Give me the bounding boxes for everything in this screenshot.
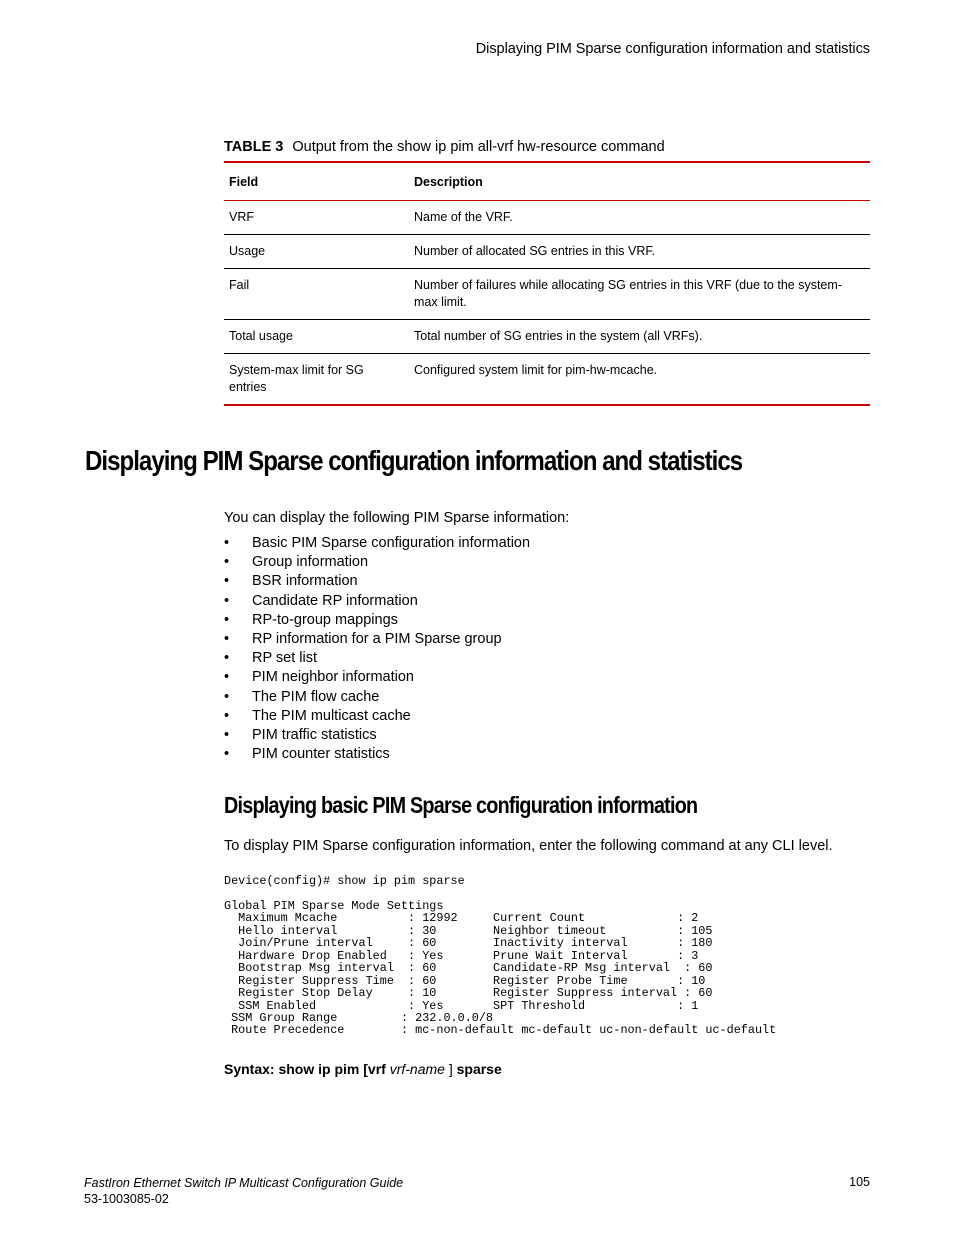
description-cell: Number of allocated SG entries in this VRF.: [409, 235, 870, 269]
field-description-table: [224, 161, 870, 406]
list-item: • Candidate RP information: [224, 592, 530, 611]
bullet-glyph: •: [224, 726, 230, 743]
bullet-glyph: •: [224, 592, 230, 609]
field-cell: Usage: [224, 235, 409, 269]
table-row: [224, 269, 870, 320]
description-cell: Name of the VRF.: [409, 201, 870, 235]
table-caption: [224, 139, 665, 155]
list-item: • PIM counter statistics: [224, 745, 530, 764]
table-row: [224, 201, 870, 235]
bullet-glyph: •: [224, 707, 230, 724]
instruction-paragraph: To display PIM Sparse configuration information, enter the following command at any CLI level.: [224, 838, 833, 854]
table-header-row: [224, 162, 870, 201]
bullet-glyph: •: [224, 554, 230, 571]
field-cell: VRF: [224, 201, 409, 235]
bullet-glyph: •: [224, 688, 230, 705]
footer-doc-info: [84, 1175, 403, 1207]
list-item: • BSR information: [224, 572, 530, 591]
table-caption-text: Output from the show ip pim all-vrf hw-resource command: [292, 139, 665, 155]
list-item: • RP-to-group mappings: [224, 611, 530, 630]
running-header: Displaying PIM Sparse configuration information and statistics: [475, 41, 870, 57]
list-item: • Group information: [224, 553, 530, 572]
subsection-heading: Displaying basic PIM Sparse configuration information: [224, 792, 698, 818]
list-item: • RP information for a PIM Sparse group: [224, 630, 530, 649]
bullet-glyph: •: [224, 535, 230, 551]
bullet-glyph: •: [224, 746, 230, 763]
description-cell: Total number of SG entries in the system (all VRFs).: [409, 320, 870, 354]
table-row: [224, 320, 870, 354]
description-cell: Number of failures while allocating SG entries in this VRF (due to the system-max limit.: [409, 269, 870, 320]
list-item: • The PIM flow cache: [224, 688, 530, 707]
footer-doc-title: FastIron Ethernet Switch IP Multicast Configuration Guide: [84, 1176, 404, 1190]
column-header-description: Description: [409, 162, 870, 201]
intro-paragraph: You can display the following PIM Sparse information:: [224, 510, 570, 526]
description-cell: Configured system limit for pim-hw-mcache.: [414, 363, 658, 377]
list-item: • Basic PIM Sparse configuration information: [224, 534, 530, 553]
list-item: • RP set list: [224, 649, 530, 668]
page-number: 105: [849, 1175, 870, 1189]
list-item: • PIM traffic statistics: [224, 726, 530, 745]
bullet-glyph: •: [224, 611, 230, 628]
command-syntax: Syntax: show ip pim [vrf vrf-name ] sparse: [224, 1061, 502, 1077]
section-heading: Displaying PIM Sparse configuration information and statistics: [85, 445, 743, 476]
bullet-glyph: •: [224, 573, 230, 590]
field-cell: Fail: [224, 269, 409, 320]
list-item: • The PIM multicast cache: [224, 707, 530, 726]
field-cell: System-max limit for SG entries: [229, 363, 364, 394]
info-bullet-list: [224, 534, 530, 764]
bullet-glyph: •: [224, 650, 230, 667]
bullet-glyph: •: [224, 669, 230, 686]
table-row: [224, 235, 870, 269]
list-item: • PIM neighbor information: [224, 668, 530, 687]
bullet-glyph: •: [224, 630, 230, 647]
footer-doc-number: 53-1003085-02: [84, 1192, 169, 1206]
field-cell: Total usage: [224, 320, 409, 354]
table-row: [224, 354, 870, 406]
table-label: TABLE 3: [224, 139, 284, 155]
cli-output-block: Device(config)# show ip pim sparse Global PIM Sparse Mode Settings Maximum Mcache : 12992 Current Count : 2 Hello interval : 30 Neighbor timeout : 105 Join/Prune interval : 60 Inactivity interval : 180 Hardware Drop Enabled : Yes Prune Wait Interval : 3 Bootstrap Msg interval : 60 Candidate-RP Msg interval : 60 Register Suppress Time : 60 Register Probe Time : 10 Register Stop Delay : 10 Register Suppress interval : 60 SSM Enabled : Yes SPT Threshold : 1 SSM Group Range : 232.0.0.0/8 Route Precedence : mc-non-default mc-default uc-non-default uc-default: [224, 874, 777, 1038]
column-header-field: Field: [224, 162, 409, 201]
